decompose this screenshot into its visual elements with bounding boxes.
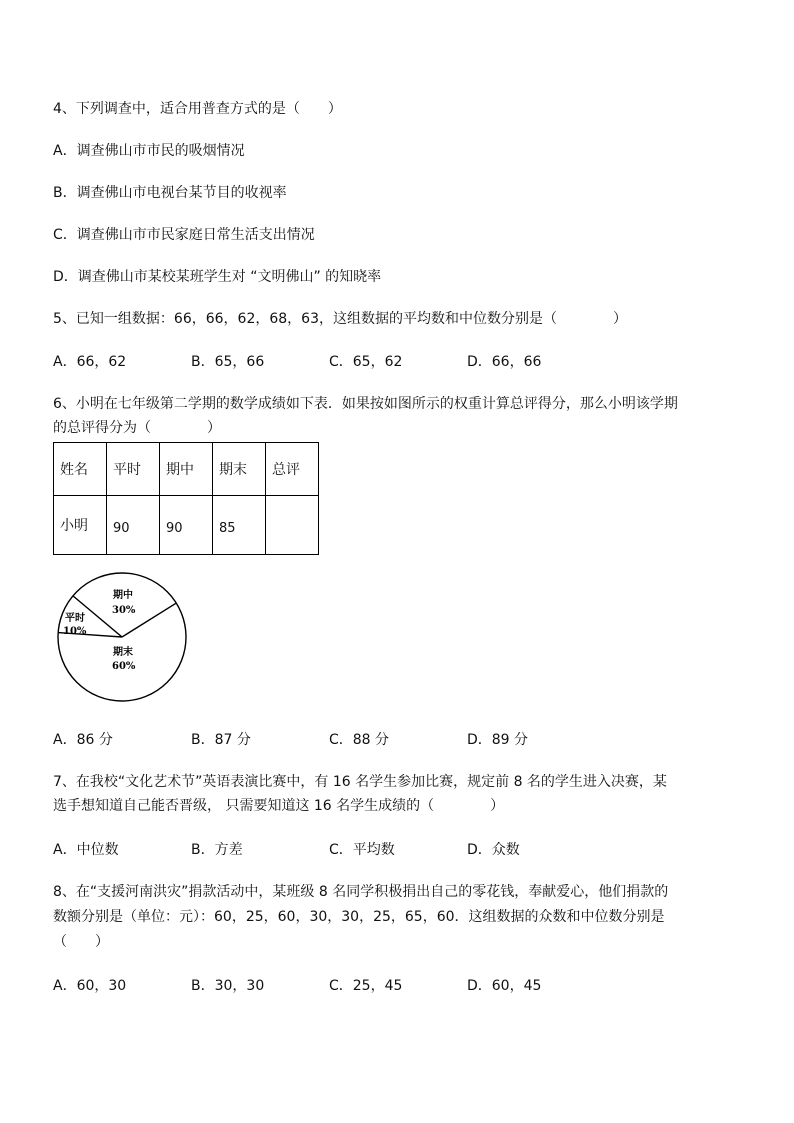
q7-stem-line2: 选手想知道自己能否晋级， 只需要知道这 16 名学生成绩的（ ） (53, 798, 505, 814)
cell-final-score: 85 (213, 496, 266, 555)
q4-option-d: D．调查佛山市某校某班学生对 “文明佛山” 的知晓率 (53, 269, 382, 285)
q8-option-b: B．30，30 (191, 978, 265, 994)
slice-value-midterm: 30% (112, 605, 136, 616)
q6-options (53, 730, 753, 750)
cell-student-name: 小明 (54, 496, 107, 555)
weight-pie-chart (55, 570, 195, 710)
cell-midterm-score: 90 (160, 496, 213, 555)
q7-option-b: B．方差 (191, 842, 243, 858)
q7-option-a: A．中位数 (53, 842, 119, 858)
q4-option-c: C．调查佛山市市民家庭日常生活支出情况 (53, 227, 315, 243)
q7-option-d: D．众数 (467, 842, 520, 858)
q6-option-d: D．89 分 (467, 732, 529, 748)
q6-option-c: C．88 分 (329, 732, 390, 748)
q6-option-a: A．86 分 (53, 732, 113, 748)
q8-option-d: D．60，45 (467, 978, 542, 994)
slice-label-midterm: 期中 (113, 590, 133, 601)
q5-option-c: C．65，62 (329, 354, 403, 370)
q5-option-a: A．66，62 (53, 354, 127, 370)
q7-stem-line1: 7、在我校“文化艺术节”英语表演比赛中，有 16 名学生参加比赛，规定前 8 名的学生进入决赛，某 (53, 774, 667, 790)
q7-option-c: C．平均数 (329, 842, 395, 858)
q6-option-b: B．87 分 (191, 732, 251, 748)
cell-total-score (266, 496, 319, 555)
q5-stem: 5、已知一组数据：66，66，62，68，63，这组数据的平均数和中位数分别是（ ） (53, 311, 627, 327)
score-table-header-row (54, 443, 319, 496)
q8-options (53, 976, 753, 996)
q6-stem-line2: 的总评得分为（ ） (53, 420, 221, 436)
q4-option-a: A．调查佛山市市民的吸烟情况 (53, 143, 245, 159)
cell-daily-score: 90 (107, 496, 160, 555)
q8-stem-line3: （ ） (53, 934, 109, 950)
score-table (53, 442, 319, 555)
q4-stem: 4、下列调查中，适合用普查方式的是（ ） (53, 101, 342, 117)
q5-option-d: D．66，66 (467, 354, 542, 370)
header-cell-total: 总评 (266, 443, 319, 496)
slice-value-daily: 10% (63, 626, 87, 637)
q7-options (53, 840, 753, 860)
q8-option-a: A．60，30 (53, 978, 127, 994)
q6-stem-line1: 6、小明在七年级第二学期的数学成绩如下表．如果按如图所示的权重计算总评得分，那么小明该学期 (53, 396, 678, 412)
slice-value-final: 60% (112, 661, 136, 672)
slice-label-daily: 平时 (65, 613, 85, 624)
q5-option-b: B．65，66 (191, 354, 265, 370)
q8-stem-line2: 数额分别是（单位：元）：60，25，60，30，30，25，65，60．这组数据的众数和中位数分别是 (53, 909, 665, 925)
header-cell-daily: 平时 (107, 443, 160, 496)
q8-stem-line1: 8、在“支援河南洪灾”捐款活动中，某班级 8 名同学积极捐出自己的零花钱，奉献爱心，他们捐款的 (53, 884, 669, 900)
header-cell-final: 期末 (213, 443, 266, 496)
q4-option-b: B．调查佛山市电视台某节目的收视率 (53, 185, 287, 201)
header-cell-midterm: 期中 (160, 443, 213, 496)
score-table-row (54, 496, 319, 555)
q5-options (53, 352, 753, 372)
q8-option-c: C．25，45 (329, 978, 403, 994)
slice-label-final: 期末 (113, 647, 133, 658)
header-cell-name: 姓名 (54, 443, 107, 496)
